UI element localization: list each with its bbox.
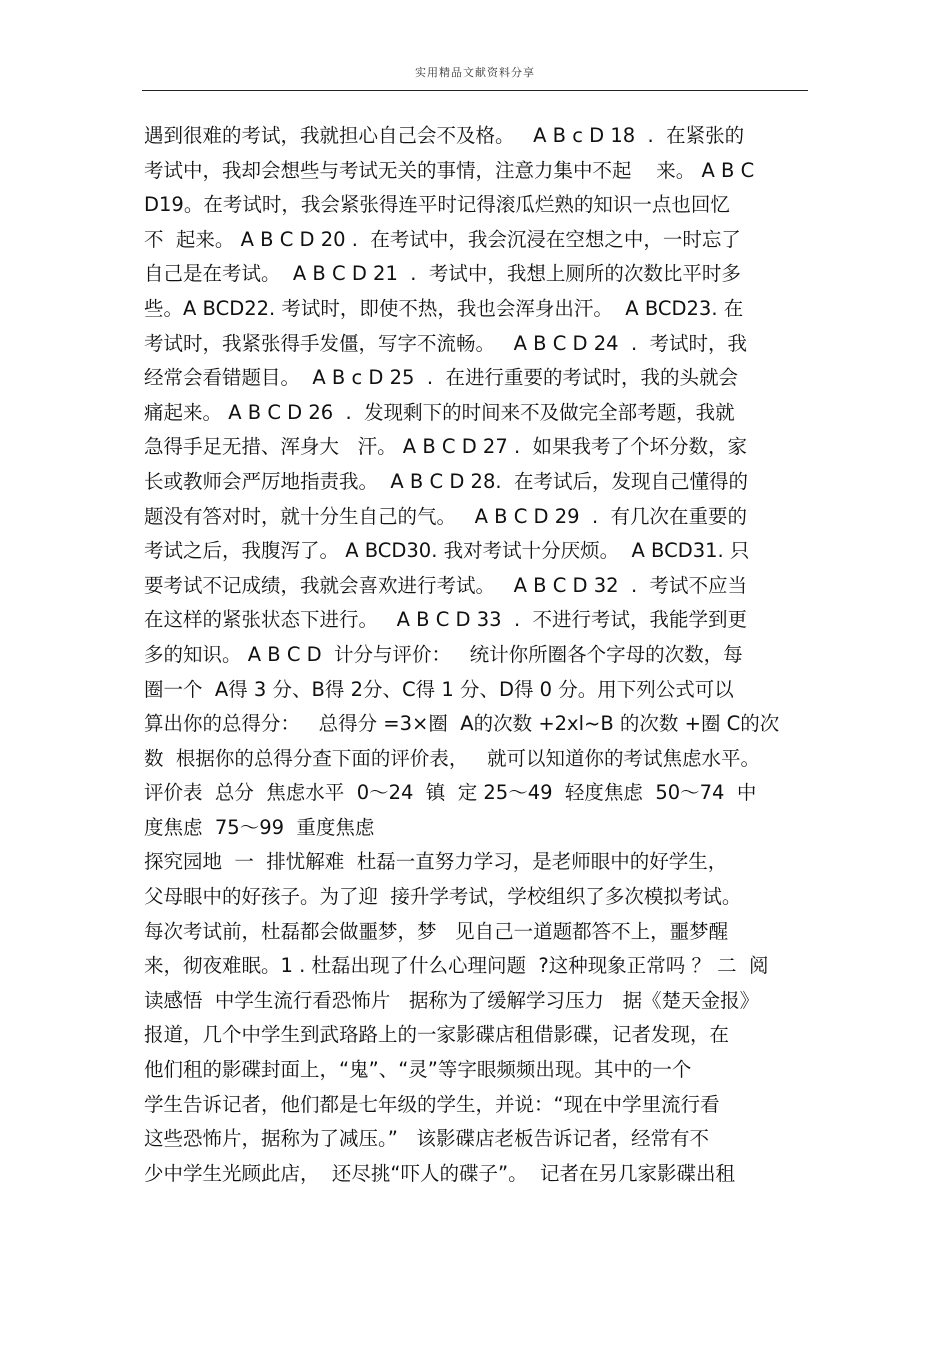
text-line: 多的知识。 A B C D 计分与评价： 统计你所圈各个字母的次数，每 [144,642,743,666]
text-line: 些。A BCD22. 考试时，即使不热，我也会浑身出汗。 A BCD23. 在 [144,296,744,320]
text-line: 读感悟 中学生流行看恐怖片 据称为了缓解学习压力 据《楚天金报》 [144,988,760,1012]
text-line: 考试中，我却会想些与考试无关的事情，注意力集中不起 来。 A B C [144,158,755,182]
text-line: 在这样的紧张状态下进行。 A B C D 33 . 不进行考试，我能学到更 [144,608,748,632]
page-header: 实用精品文献资料分享 [415,66,535,79]
text-line: 痛起来。 A B C D 26 . 发现剩下的时间来不及做完全部考题，我就 [144,400,735,424]
text-line: D19。在考试时，我会紧张得连平时记得滚瓜烂熟的知识一点也回忆 [144,193,730,217]
text-line: 自己是在考试。 A B C D 21 . 考试中，我想上厕所的次数比平时多 [144,262,741,286]
text-line: 来，彻夜难眠。1 . 杜磊出现了什么心理问题 ?这种现象正常吗 ？ 二 阅 [144,954,769,978]
text-line: 遇到很难的考试，我就担心自己会不及格。 A B c D 18 . 在紧张的 [144,124,745,147]
text-line: 数 根据你的总得分查下面的评价表， 就可以知道你的考试焦虑水平。 [144,746,760,770]
text-line: 父母眼中的好孩子。为了迎 接升学考试，学校组织了多次模拟考试。 [144,885,742,909]
text-line: 要考试不记成绩，我就会喜欢进行考试。 A B C D 32 . 考试不应当 [144,573,748,597]
text-line: 度焦虑 75～99 重度焦虑 [144,815,375,839]
header-rule [142,90,808,91]
text-line: 题没有答对时，就十分生自己的气。 A B C D 29 . 有几次在重要的 [144,504,748,528]
text-line: 学生告诉记者，他们都是七年级的学生，并说：“现在中学里流行看 [144,1092,720,1116]
text-line: 这些恐怖片，据称为了减压。” 该影碟店老板告诉记者，经常有不 [144,1127,709,1151]
text-line: 经常会看错题目。 A B c D 25 . 在进行重要的考试时，我的头就会 [144,366,738,390]
text-line: 他们租的影碟封面上，“鬼”、“灵”等字眼频频出现。其中的一个 [144,1058,692,1082]
text-line: 少中学生光顾此店， 还尽挑“吓人的碟子”。 记者在另几家影碟出租 [144,1161,735,1185]
text-line: 评价表 总分 焦虑水平 0～24 镇 定 25～49 轻度焦虑 50～74 中 [144,781,757,805]
text-line: 急得手足无措、浑身大 汗。 A B C D 27 . 如果我考了个坏分数，家 [144,435,748,459]
text-line: 不 起来。 A B C D 20 . 在考试中，我会沉浸在空想之中，一时忘了 [144,227,741,251]
text-line: 报道，几个中学生到武珞路上的一家影碟店租借影碟，记者发现，在 [144,1023,730,1047]
text-line: 长或教师会严厉地指责我。 A B C D 28. 在考试后，发现自己懂得的 [144,469,748,493]
text-line: 探究园地 一 排忧解难 杜磊一直努力学习，是老师眼中的好学生， [144,850,728,874]
document-body [144,119,834,1191]
text-line: 每次考试前，杜磊都会做噩梦，梦 见自己一道题都答不上，噩梦醒 [144,919,729,943]
text-line: 考试时，我紧张得手发僵，写字不流畅。 A B C D 24 . 考试时，我 [144,331,748,355]
text-line: 圈一个 A得 3 分、B得 2分、C得 1 分、D得 0 分。用下列公式可以 [144,677,734,701]
text-line: 算出你的总得分： 总得分 =3×圈 A的次数 +2xl~B 的次数 +圈 C的次 [144,712,780,736]
text-line: 考试之后，我腹泻了。 A BCD30. 我对考试十分厌烦。 A BCD31. 只 [144,539,750,563]
